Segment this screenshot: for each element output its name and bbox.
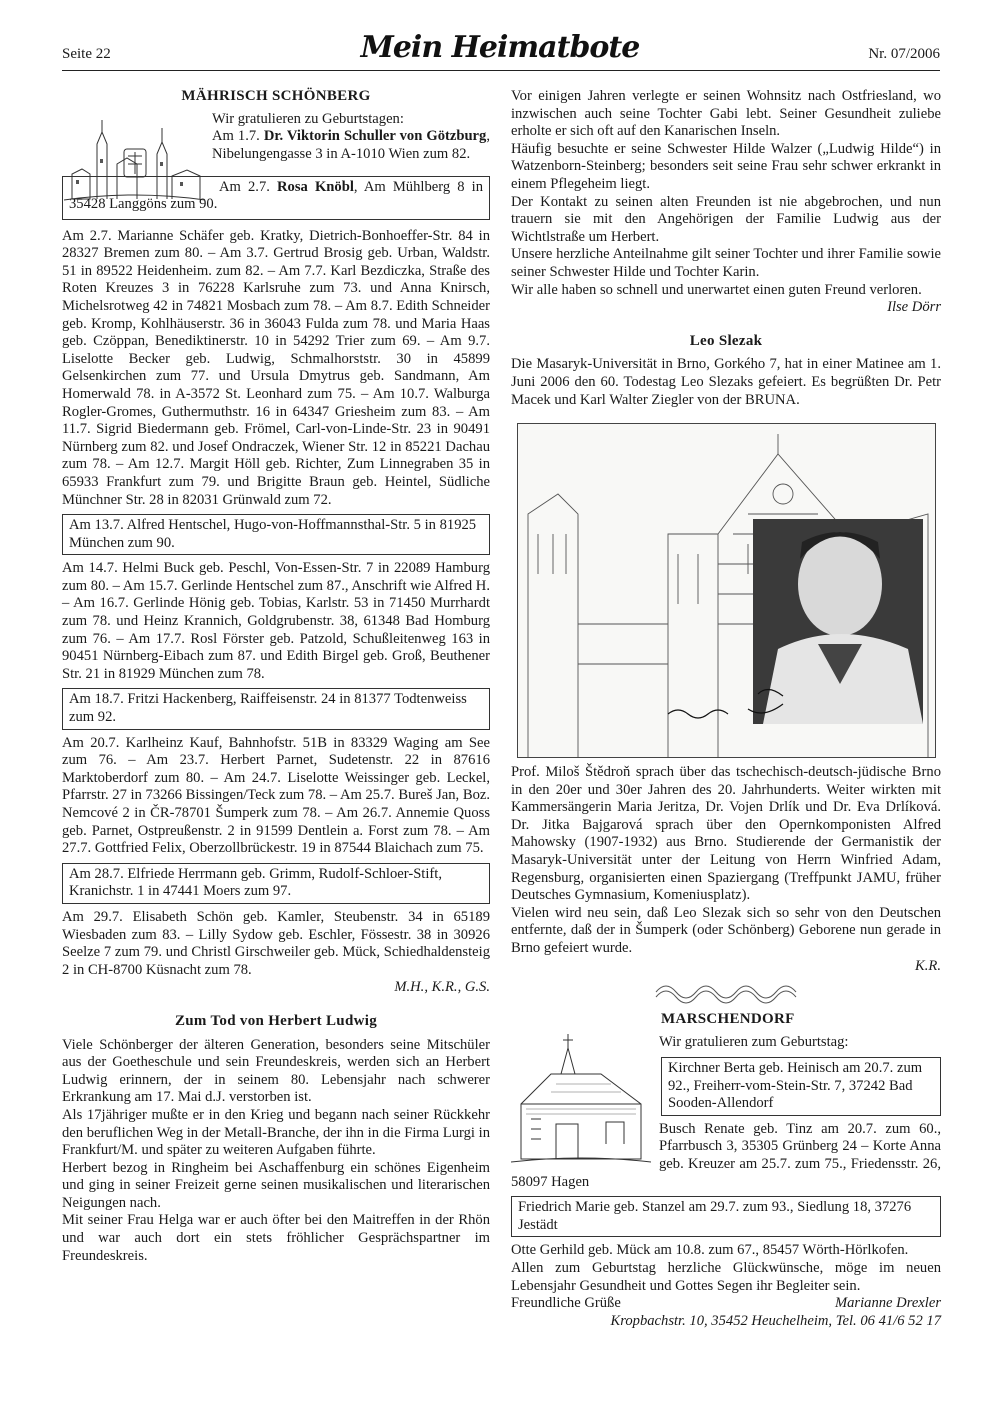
obituary-paragraph-9: Wir alle haben so schnell und unerwartet einen guten Freund verloren. xyxy=(511,281,922,298)
slezak-paragraph-2: Prof. Miloš Štědroň sprach über das tschechisch-deutsch-jüdische Brno in den 20er und 30er Jahren des 20. Jahrhunderts. Weiter wirkten mit Kammersängerin Maria Jeritza, Dr. Vojen Drlík und Dr. Eva Drlíková. Dr. Jitka Bajgarová sprach über den Opernkomponisten Alfred Mahowsky (1907-1932) aus Brno. Studierende der Germanistik der Masaryk-Universität unter der Leitung von Herrn Winfried Adam, Regensburg, organisierten einen Spaziergang (Treffpunkt JAMU, früher Deutsches Gymnasium, Komeniusplatz). xyxy=(511,764,941,904)
signature-4: Marianne Drexler xyxy=(834,1295,941,1312)
sender-address: Kropbachstr. 10, 35452 Heuchelheim, Tel. 06 41/6 52 17 xyxy=(610,1312,941,1329)
marschendorf-intro: Wir gratulieren zum Geburtstag: xyxy=(659,1034,849,1051)
obituary-paragraph-2: Als 17jähriger mußte er in den Krieg und begann nach seiner Rückkehr den beruflichen Weg in der Metall-Branche, der ihn in die Firma Lurgi in Frankfurt/M. und später zu weiteren Aufgaben führte. xyxy=(62,1106,490,1159)
birthday-paragraph-5: Busch Renate geb. Tinz am 20.7. zum 60., Pfarrbusch 3, 35305 Grünberg 24 – Korte Anna geb. Kreuzer am 25.7. zum 75., Friedensstr. 26, 58097 Hagen xyxy=(511,1120,941,1190)
highlight-box-5: Kirchner Berta geb. Heinisch am 20.7. zum 92., Freiherr-vom-Stein-Str. 7, 37242 Bad Sooden-Allendorf xyxy=(661,1057,941,1116)
section-title-maehrisch-schoenberg: MÄHRISCH SCHÖNBERG xyxy=(181,88,371,104)
obituary-paragraph-5: Vor einigen Jahren verlegte er seinen Wohnsitz nach Ostfriesland, wo inzwischen auch seine Tochter Gabi lebt. Seiner Gesundheit zuliebe erholte er sich oft auf den Kanarischen Inseln. xyxy=(511,88,941,140)
signature-3: K.R. xyxy=(915,957,941,974)
section-title-obituary: Zum Tod von Herbert Ludwig xyxy=(174,1012,377,1029)
birthday-paragraph-6: Otte Gerhild geb. Mück am 10.8. zum 67., 85457 Wörth-Hörlkofen. xyxy=(511,1242,909,1259)
intro-line: Wir gratulieren zu Geburtstagen: xyxy=(212,110,404,127)
obituary-paragraph-1: Viele Schönberger der älteren Generation, besonders seine Mitschüler aus der Goetheschule und sein Freundeskreis, werden sich an Herbert Ludwig erinnern, der in seinem 80. Lebensjahr nach schwerer Erkrankung am 17. Mai d.J. verstorben ist. xyxy=(62,1036,490,1106)
marschendorf-block xyxy=(511,1034,941,1191)
right-column xyxy=(511,88,941,1330)
issue-number: Nr. 07/2006 xyxy=(868,46,940,62)
chapel-icon xyxy=(511,1034,651,1164)
birthday-paragraph-3: Am 20.7. Karlheinz Kauf, Bahnhofstr. 51B in 83329 Waging am See zum 76. – Am 23.7. Herbert Parnet, Sudetenstr. 22 in 87616 Marktoberdorf zum 80. – Am 24.7. Liselotte Weissinger geb. Leckel, Pfarrstr. 27 in 73266 Bissingen/Teck zum 78. – Am 25.7. Bureš Jan, Boz. Nemcové 2 in ČR-78701 Šumperk zum 78. – Am 26.7. Annemie Quoss geb. Parnet, Ostpreußenstr. 2 in 91599 Dentlein a. Forst zum 78. – Am 27.7. Gottfried Felix, Oberzollbrückestr. 19 in 87544 Blaichach zum 75. xyxy=(62,734,490,857)
left-column xyxy=(62,88,490,1265)
obituary-paragraph-4: Mit seiner Frau Helga war er auch öfter bei den Maitreffen in der Rhön und war auch dort ein stets fröhlicher Gesprächspartner im Freundeskreis. xyxy=(62,1212,490,1264)
slezak-paragraph-1: Die Masaryk-Universität in Brno, Gorkého 7, hat in einer Matinee am 1. Juni 2006 den 60. Todestag Leo Slezaks gefeiert. Es begrüßten Dr. Petr Macek und Karl Walter Ziegler von der BRUNA. xyxy=(511,356,941,408)
section-title-marschendorf: MARSCHENDORF xyxy=(661,1010,795,1027)
closing-line xyxy=(511,1295,941,1313)
magazine-logo: Mein Heimatbote xyxy=(360,30,640,65)
obituary-paragraph-3: Herbert bezog in Ringheim bei Aschaffenburg ein schönes Eigenheim und ging in seiner Freizeit gerne seinen musikalischen und literarischen Neigungen nach. xyxy=(62,1159,490,1211)
ornament-icon xyxy=(651,979,801,1005)
highlight-box-1: Am 2.7. Rosa Knöbl, Am Mühlberg 8 in 35428 Langgöns zum 90. xyxy=(62,176,490,220)
header-rule xyxy=(62,70,940,71)
closing-text: Freundliche Grüße xyxy=(511,1295,621,1312)
intro-block xyxy=(62,106,490,216)
highlight-box-2: Am 13.7. Alfred Hentschel, Hugo-von-Hoffmannsthal-Str. 5 in 81925 München zum 90. xyxy=(62,514,490,555)
slezak-theatre-photo xyxy=(517,423,936,758)
page-number: Seite 22 xyxy=(62,46,111,62)
birthday-entry: Am 1.7. Dr. Viktorin Schuller von Götzburg, Nibelungengasse 3 in A-1010 Wien zum 82. xyxy=(212,128,490,162)
intro-text xyxy=(212,111,490,164)
highlight-box-6: Friedrich Marie geb. Stanzel am 29.7. zum 93., Siedlung 18, 37276 Jestädt xyxy=(511,1196,941,1237)
birthday-paragraph-4: Am 29.7. Elisabeth Schön geb. Kamler, Steubenstr. 34 in 65189 Wiesbaden zum 83. – Lilly Sydow geb. Eschler, Fössestr. 38 in 30926 Seelze 7 zum 79. und Christl Girschweiler geb. Mück, Schiedhaldensteig 2 in CH-8700 Küsnacht zum 78. xyxy=(62,908,490,978)
signature-2: Ilse Dörr xyxy=(887,299,941,316)
obituary-paragraph-6: Häufig besuchte er seine Schwester Hilde Walzer („Ludwig Hilde“) in Watzenborn-Steinberg; besonders seit seine Frau sehr schwer erkrankt in einem Pflegeheim liegt. xyxy=(511,140,941,192)
ornament-divider xyxy=(511,979,941,1011)
obituary-paragraph-8: Unsere herzliche Anteilnahme gilt seiner Tochter und ihrer Familie sowie seiner Schwester Hilde und Tochter Karin. xyxy=(511,246,941,280)
section-title-slezak: Leo Slezak xyxy=(689,332,763,349)
slezak-paragraph-3: Vielen wird neu sein, daß Leo Slezak sich so sehr von den Deutschen entfernte, daß der in Šumperk (oder Schönberg) Geborene nun gerade in Brno gefeiert wurde. xyxy=(511,904,941,957)
highlight-box-4: Am 28.7. Elfriede Herrmann geb. Grimm, Rudolf-Schloer-Stift, Kranichstr. 1 in 47441 Moers zum 97. xyxy=(62,863,490,904)
greeting-paragraph: Allen zum Geburtstag herzliche Glückwünsche, möge im neuen Lebensjahr Gesundheit und Gottes Segen ihr Begleiter sein. xyxy=(511,1259,941,1294)
signature-1: M.H., K.R., G.S. xyxy=(394,979,490,996)
birthday-paragraph-1: Am 2.7. Marianne Schäfer geb. Kratky, Dietrich-Bonhoeffer-Str. 84 in 28327 Bremen zum 80. – Am 3.7. Gertrud Brosig geb. Urban, Waldstr. 51 in 89522 Heidenheim. zum 82. – Am 7.7. Karl Bezdiczka, Straße des Roten Kreuzes 3 in 76228 Karlsruhe zum 73. und Anna Knirsch, Michelsrotweg 42 in 74821 Mosbach zum 78. – Am 8.7. Edith Schneider geb. Kromp, Kohlhäuserstr. 36 in 36043 Fulda zum 78. und Maria Haas geb. Czöppan, Benediktinerstr. 10 in 54292 Trier zum 69. – Am 9.7. Liselotte Becker geb. Ludwig, Schmalhorststr. 30 in 45899 Gelsenkirchen zum 77. und Ursula Dmytrus geb. Sandmann, Am Homerwald 78. in A-3572 St. Leonhard zum 75. – Am 10.7. Walburga Rogler-Gromes, Guthermuthstr. 16 in 64347 Griesheim zum 83. – Am 11.7. Sigrid Biedermann geb. Frömel, Carl-von-Linde-Str. 23 in 90491 Nürnberg zum 82. und Josef Ondraczek, Wiener Str. 12 in 85221 Dachau zum 78. – Am 12.7. Margit Höll geb. Richter, Zum Linnegraben 35 in 65933 Frankfurt zum 79. und Brigitte Braun geb. Heintel, Südliche Münchner Str. 28 in 82031 Grünwald zum 72. xyxy=(62,227,490,508)
birthday-paragraph-2: Am 14.7. Helmi Buck geb. Peschl, Von-Essen-Str. 7 in 22089 Hamburg zum 80. – Am 15.7. Gerlinde Hentschel zum 87., Anschrift wie Alfred H. – Am 16.7. Gerlinde Hönig geb. Tobias, Karlstr. 53 in 71450 Murrhardt zum 78. und Heinz Krannich, Goldgrubenstr. 38, 61348 Bad Homburg zum 76. – Am 17.7. Rosl Förster geb. Patzold, Schußleitenweg 163 in 90451 Nürnberg-Eibach zum 87. und Edith Birgel geb. Groß, Beuthener Str. 21 in 81929 München zum 78. xyxy=(62,560,490,682)
theatre-sketch-icon xyxy=(518,424,935,757)
obituary-paragraph-7: Der Kontakt zu seinen alten Freunden ist nie abgebrochen, und nun trauern sie mit den Angehörigen der Familie Ludwig aus der Wichtlstraße um Herbert. xyxy=(511,193,941,245)
highlight-box-3: Am 18.7. Fritzi Hackenberg, Raiffeisenstr. 24 in 81377 Todtenweiss zum 92. xyxy=(62,688,490,729)
